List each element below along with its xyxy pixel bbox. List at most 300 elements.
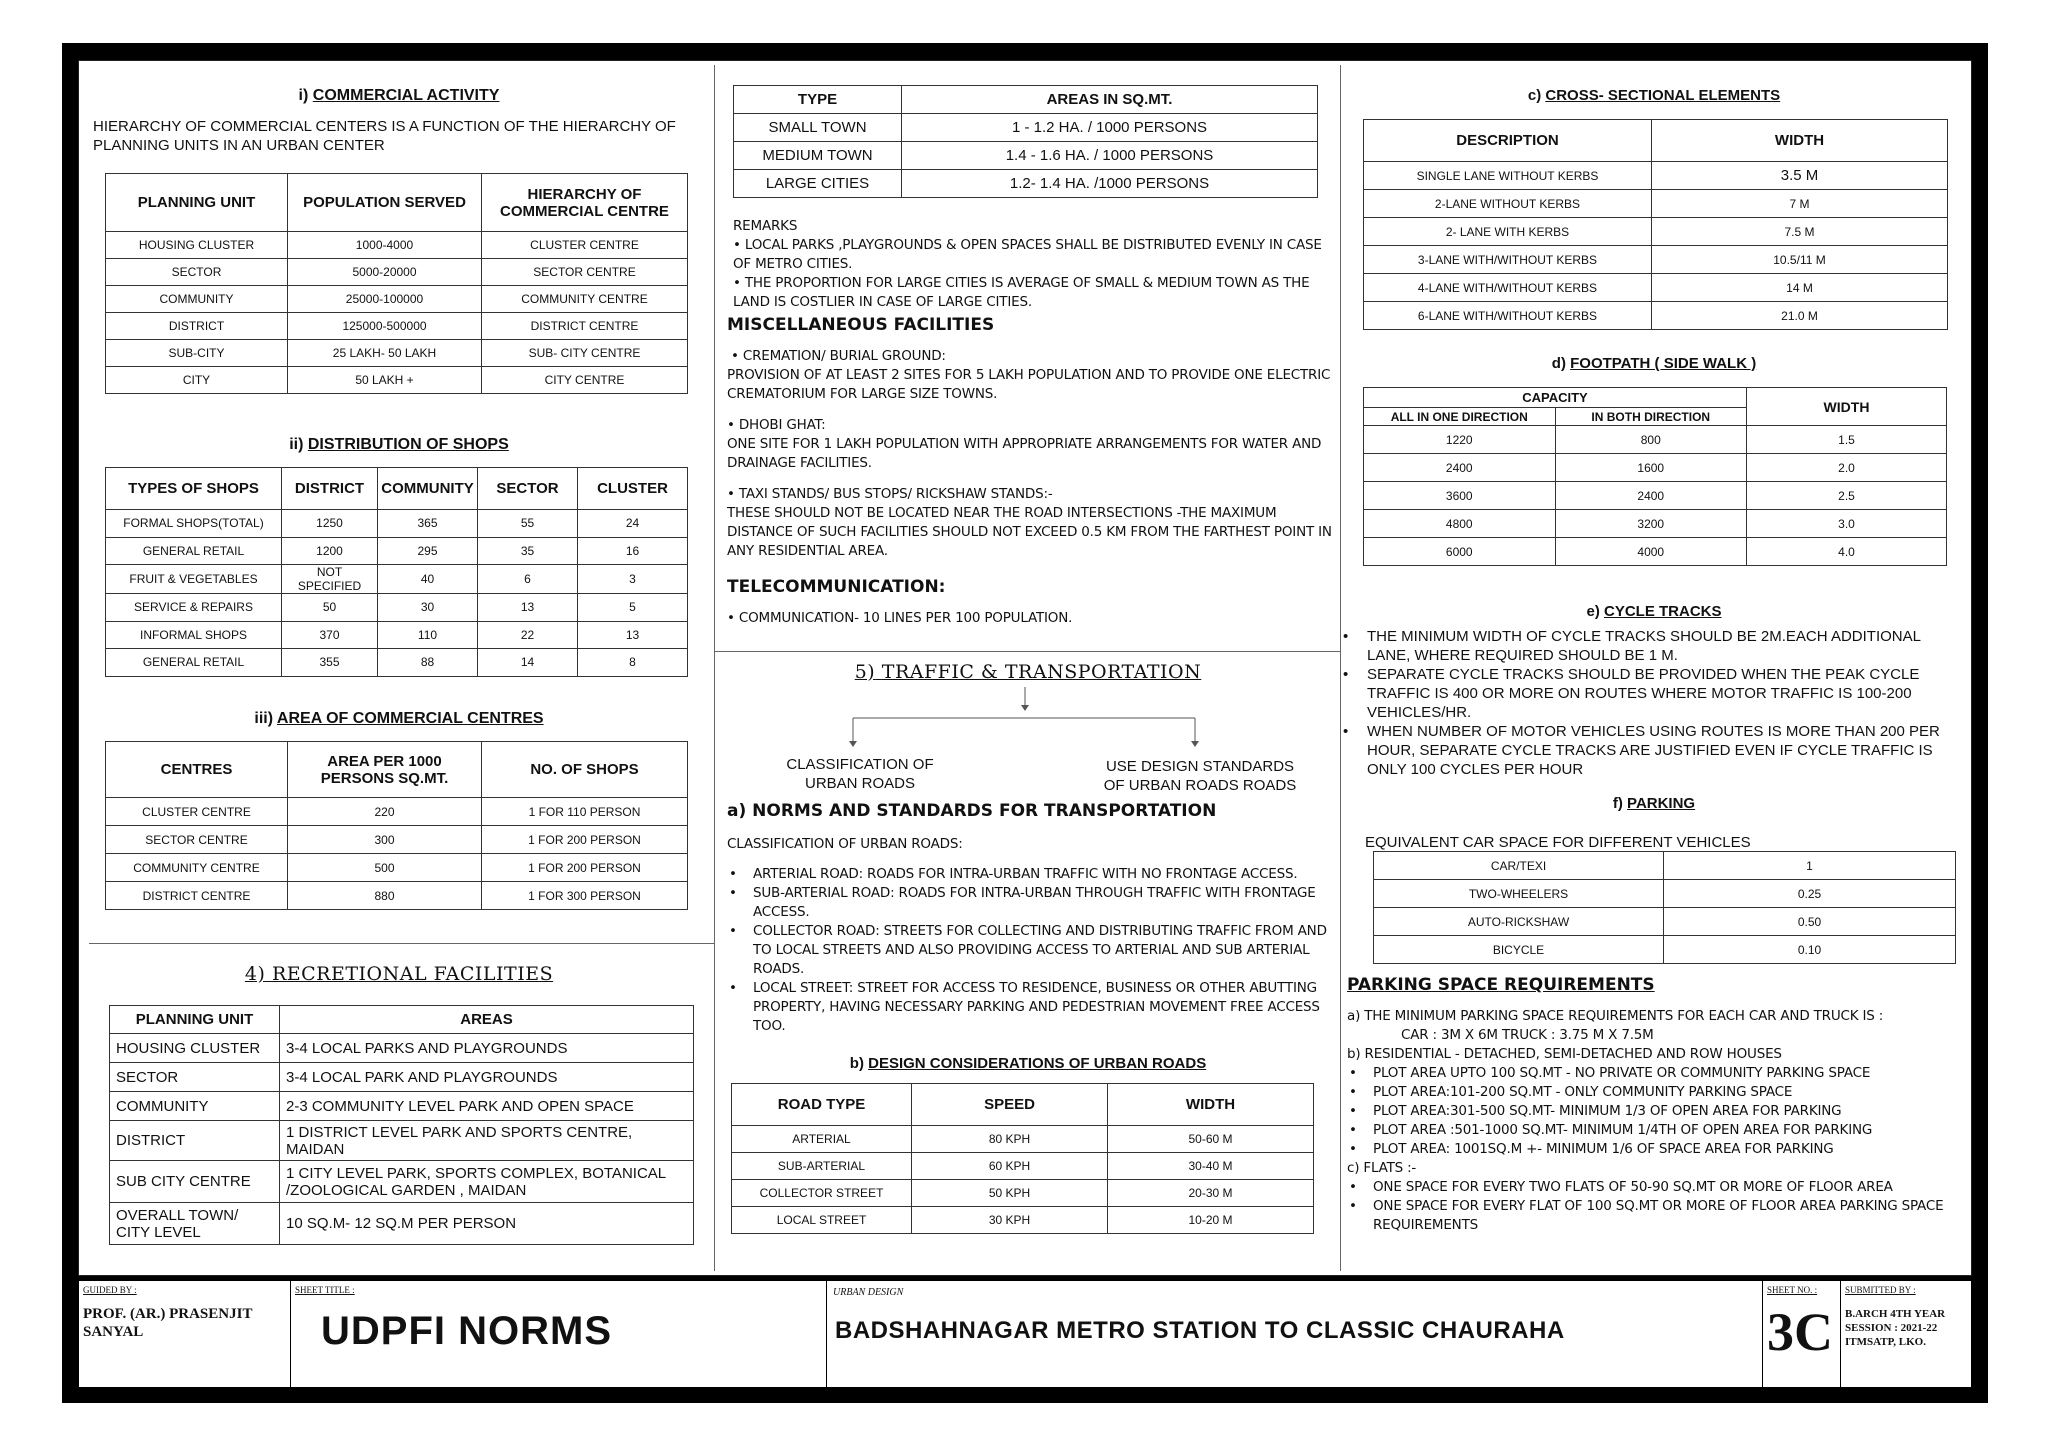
table-cell: 3-LANE WITH/WITHOUT KERBS <box>1364 246 1652 274</box>
req-c-item: • ONE SPACE FOR EVERY TWO FLATS OF 50-90 SQ.MT OR MORE OF FLOOR AREA <box>1347 1178 1963 1197</box>
column-header: TYPES OF SHOPS <box>106 468 282 510</box>
table-cell: HOUSING CLUSTER <box>106 232 288 259</box>
table-cell: 1 FOR 110 PERSON <box>482 798 688 826</box>
arrow-down-icon <box>1191 741 1199 747</box>
table-cell: 8 <box>578 649 688 677</box>
table-row <box>734 142 1318 170</box>
table-cell: 13 <box>578 621 688 649</box>
road-class-item: • SUB-ARTERIAL ROAD: ROADS FOR INTRA-URBAN THROUGH TRAFFIC WITH FRONTAGE ACCESS. <box>727 884 1327 922</box>
req-b-item: • PLOT AREA UPTO 100 SQ.MT - NO PRIVATE OR COMMUNITY PARKING SPACE <box>1347 1064 1963 1083</box>
table-cell: 1.4 - 1.6 HA. / 1000 PERSONS <box>902 142 1318 170</box>
heading-text: PARKING <box>1627 795 1696 812</box>
table-cell: BICYCLE <box>1374 936 1664 964</box>
heading-number: b) <box>849 1055 864 1072</box>
telecom-text: • COMMUNICATION- 10 LINES PER 100 POPULATION. <box>727 610 1073 626</box>
misc-item-body: PROVISION OF AT LEAST 2 SITES FOR 5 LAKH POPULATION AND TO PROVIDE ONE ELECTRIC CREMATORIUM FOR LARGE SIZE TOWNS. <box>727 367 1331 402</box>
table-row <box>1374 936 1956 964</box>
column-header: AREAS <box>280 1006 694 1034</box>
req-a-detail: CAR : 3M X 6M TRUCK : 3.75 M X 7.5M <box>1401 1027 1654 1043</box>
heading-text: COMMERCIAL ACTIVITY <box>312 87 500 104</box>
submitted-cell <box>1841 1281 1971 1387</box>
column-header: SPEED <box>912 1084 1108 1126</box>
recreational-heading <box>83 963 715 985</box>
table-cell: 2400 <box>1555 482 1747 510</box>
table-cell: 50 KPH <box>912 1180 1108 1207</box>
heading-number: 5) <box>854 661 876 683</box>
heading-text: DISTRIBUTION OF SHOPS <box>307 436 509 453</box>
table-cell: 1.2- 1.4 HA. /1000 PERSONS <box>902 170 1318 198</box>
column-header: AREA PER 1000 PERSONS SQ.MT. <box>288 742 482 798</box>
column-header: WIDTH <box>1108 1084 1314 1126</box>
subheader-both-direction: IN BOTH DIRECTION <box>1555 408 1747 426</box>
arrow-down-icon <box>849 741 857 747</box>
table-row <box>106 340 688 367</box>
heading-number: f) <box>1612 795 1623 812</box>
table-row <box>106 286 688 313</box>
table-row <box>110 1063 694 1092</box>
req-c: c) FLATS :- <box>1347 1160 1417 1176</box>
req-b-item: • PLOT AREA: 1001SQ.M +- MINIMUM 1/6 OF SPACE AREA FOR PARKING <box>1347 1140 1963 1159</box>
table-cell: 50-60 M <box>1108 1126 1314 1153</box>
table-cell: 88 <box>378 649 478 677</box>
cross-heading <box>1341 87 1967 104</box>
table-cell: FRUIT & VEGETABLES <box>106 565 282 594</box>
table-cell: 7 M <box>1652 190 1948 218</box>
table-cell: 355 <box>282 649 378 677</box>
branch-left-label: CLASSIFICATION OF URBAN ROADS <box>786 756 934 792</box>
table-row <box>732 1207 1314 1234</box>
table-cell: 2- LANE WITH KERBS <box>1364 218 1652 246</box>
drawing-area <box>78 60 1972 1276</box>
misc-item-title: • DHOBI GHAT: <box>727 417 826 433</box>
table-cell: 0.10 <box>1664 936 1956 964</box>
cycle-list <box>1341 627 1963 779</box>
sheet-title: UDPFI NORMS <box>321 1309 612 1353</box>
column-header: COMMUNITY <box>378 468 478 510</box>
table-cell: 1 CITY LEVEL PARK, SPORTS COMPLEX, BOTANICAL /ZOOLOGICAL GARDEN , MAIDAN <box>280 1161 694 1203</box>
heading-text: DESIGN CONSIDERATIONS OF URBAN ROADS <box>868 1055 1207 1072</box>
remarks-block <box>733 217 1333 312</box>
equiv-label: EQUIVALENT CAR SPACE FOR DIFFERENT VEHICLES <box>1365 834 1751 851</box>
table-cell: 20-30 M <box>1108 1180 1314 1207</box>
table-row <box>1364 302 1948 330</box>
heading-number: i) <box>298 87 309 104</box>
table-cell: 1 FOR 200 PERSON <box>482 854 688 882</box>
table-cell: HOUSING CLUSTER <box>110 1034 280 1063</box>
table-cell: SUB-ARTERIAL <box>732 1153 912 1180</box>
table-row <box>106 798 688 826</box>
table-cell: FORMAL SHOPS(TOTAL) <box>106 510 282 538</box>
table-cell: DISTRICT <box>110 1121 280 1161</box>
table-row <box>1364 218 1948 246</box>
table-row <box>734 114 1318 142</box>
misc-item-title: • TAXI STANDS/ BUS STOPS/ RICKSHAW STANDS:- <box>727 486 1053 502</box>
table-cell: 6 <box>478 565 578 594</box>
commercial-heading <box>83 87 715 105</box>
sheet-title-cell <box>291 1281 827 1387</box>
column-header: PLANNING UNIT <box>106 174 288 232</box>
table-row <box>106 537 688 565</box>
table-row <box>106 621 688 649</box>
req-b: b) RESIDENTIAL - DETACHED, SEMI-DETACHED AND ROW HOUSES <box>1347 1046 1782 1062</box>
project-cell <box>827 1281 1763 1387</box>
traffic-heading <box>715 661 1341 683</box>
traffic-branch-diagram <box>715 685 1341 755</box>
table-row <box>106 313 688 340</box>
table-header-row <box>732 1084 1314 1126</box>
table-cell: 300 <box>288 826 482 854</box>
table-row <box>110 1092 694 1121</box>
table-row <box>106 882 688 910</box>
table-header-row <box>1364 120 1948 162</box>
column-header: NO. OF SHOPS <box>482 742 688 798</box>
column-header: HIERARCHY OF COMMERCIAL CENTRE <box>482 174 688 232</box>
remarks-label: REMARKS <box>733 218 798 234</box>
table-row <box>1364 190 1948 218</box>
table-cell: 80 KPH <box>912 1126 1108 1153</box>
table-row <box>106 259 688 286</box>
column-header: PLANNING UNIT <box>110 1006 280 1034</box>
table-cell: COLLECTOR STREET <box>732 1180 912 1207</box>
table-cell: 2-LANE WITHOUT KERBS <box>1364 190 1652 218</box>
table-cell: COMMUNITY <box>110 1092 280 1121</box>
table-cell: 1.5 <box>1747 426 1947 454</box>
misc-heading: MISCELLANEOUS FACILITIES <box>727 315 995 335</box>
table-cell: 3200 <box>1555 510 1747 538</box>
remark-item: • LOCAL PARKS ,PLAYGROUNDS & OPEN SPACES SHALL BE DISTRIBUTED EVENLY IN CASE OF METRO CITIES. <box>733 237 1322 272</box>
table-cell: 4-LANE WITH/WITHOUT KERBS <box>1364 274 1652 302</box>
column-header: ROAD TYPE <box>732 1084 912 1126</box>
sheet-no-label: SHEET NO. : <box>1767 1285 1818 1295</box>
table-cell: SECTOR CENTRE <box>482 259 688 286</box>
table-cell: CLUSTER CENTRE <box>482 232 688 259</box>
table-cell: 1200 <box>282 537 378 565</box>
table-cell: 1 FOR 300 PERSON <box>482 882 688 910</box>
table-cell: 50 LAKH + <box>288 367 482 394</box>
table-row <box>106 854 688 882</box>
table-cell: 1 - 1.2 HA. / 1000 PERSONS <box>902 114 1318 142</box>
table-cell: AUTO-RICKSHAW <box>1374 908 1664 936</box>
heading-number: ii) <box>289 436 304 453</box>
table-cell: 880 <box>288 882 482 910</box>
column-header: TYPE <box>734 86 902 114</box>
table-cell: 110 <box>378 621 478 649</box>
table-cell: 50 <box>282 594 378 622</box>
cycle-item: • WHEN NUMBER OF MOTOR VEHICLES USING ROUTES IS MORE THAN 200 PER HOUR, SEPARATE CYCLE TRACKS ARE JUSTIFIED EVEN IF CYCLE TRAFFIC IS ONLY 100 CYCLES PER HOUR <box>1341 722 1963 779</box>
capacity-header: CAPACITY <box>1364 388 1747 408</box>
heading-number: e) <box>1586 603 1600 620</box>
heading-number: c) <box>1527 87 1542 104</box>
cycle-heading <box>1341 603 1967 620</box>
table-cell: 1000-4000 <box>288 232 482 259</box>
table-cell: 1220 <box>1364 426 1556 454</box>
road-class-item: • COLLECTOR ROAD: STREETS FOR COLLECTING AND DISTRIBUTING TRAFFIC FROM AND TO LOCAL STREETS AND ALSO PROVIDING ACCESS TO ARTERIAL AND SUB ARTERIAL ROADS. <box>727 922 1327 979</box>
req-b-item: • PLOT AREA:301-500 SQ.MT- MINIMUM 1/3 OF OPEN AREA FOR PARKING <box>1347 1102 1963 1121</box>
table-cell: 30-40 M <box>1108 1153 1314 1180</box>
cycle-item: • THE MINIMUM WIDTH OF CYCLE TRACKS SHOULD BE 2M.EACH ADDITIONAL LANE, WHERE REQUIRED SHOULD BE 1 M. <box>1341 627 1963 665</box>
table-row <box>1374 880 1956 908</box>
req-b-item: • PLOT AREA:101-200 SQ.MT - ONLY COMMUNITY PARKING SPACE <box>1347 1083 1963 1102</box>
table-header-row <box>734 86 1318 114</box>
table-cell: 3.0 <box>1747 510 1947 538</box>
project-title: BADSHAHNAGAR METRO STATION TO CLASSIC CHAURAHA <box>835 1317 1565 1344</box>
column-header: CENTRES <box>106 742 288 798</box>
table-cell: 6000 <box>1364 538 1556 566</box>
shops-heading <box>83 436 715 454</box>
table-row <box>106 594 688 622</box>
table-cell: 4000 <box>1555 538 1747 566</box>
road-classes-list <box>727 865 1327 1036</box>
column-header: SECTOR <box>478 468 578 510</box>
table-row <box>732 1180 1314 1207</box>
table-header-row <box>106 468 688 510</box>
area-centres-heading <box>83 710 715 728</box>
sheet-number: 3C <box>1767 1302 1833 1362</box>
submitted-line: SESSION : 2021-22 <box>1845 1322 1938 1334</box>
sheet-title-label: SHEET TITLE : <box>295 1285 355 1295</box>
req-a: a) THE MINIMUM PARKING SPACE REQUIREMENTS FOR EACH CAR AND TRUCK IS : <box>1347 1008 1884 1024</box>
table-cell: LOCAL STREET <box>732 1207 912 1234</box>
table-cell: SINGLE LANE WITHOUT KERBS <box>1364 162 1652 190</box>
design-table <box>731 1083 1314 1234</box>
norms-heading: a) NORMS AND STANDARDS FOR TRANSPORTATION <box>727 801 1217 821</box>
req-c-item: • ONE SPACE FOR EVERY FLAT OF 100 SQ.MT OR MORE OF FLOOR AREA PARKING SPACE REQUIREMENTS <box>1347 1197 1963 1235</box>
submitted-label: SUBMITTED BY : <box>1845 1285 1916 1295</box>
table-cell: LARGE CITIES <box>734 170 902 198</box>
table-cell: ARTERIAL <box>732 1126 912 1153</box>
section-divider <box>715 651 1341 652</box>
table-cell: CITY CENTRE <box>482 367 688 394</box>
column-header: DESCRIPTION <box>1364 120 1652 162</box>
table-cell: 0.25 <box>1664 880 1956 908</box>
table-cell: INFORMAL SHOPS <box>106 621 282 649</box>
table-cell: 1600 <box>1555 454 1747 482</box>
table-cell: 16 <box>578 537 688 565</box>
table-cell: TWO-WHEELERS <box>1374 880 1664 908</box>
heading-text: CROSS- SECTIONAL ELEMENTS <box>1545 87 1781 104</box>
table-row <box>1364 426 1947 454</box>
table-cell: 370 <box>282 621 378 649</box>
table-row <box>1364 538 1947 566</box>
table-cell: 6-LANE WITH/WITHOUT KERBS <box>1364 302 1652 330</box>
misc-items <box>727 347 1333 561</box>
table-cell: DISTRICT <box>106 313 288 340</box>
table-row <box>732 1153 1314 1180</box>
table-cell: 35 <box>478 537 578 565</box>
table-cell: CAR/TEXI <box>1374 852 1664 880</box>
footpath-heading <box>1341 355 1967 372</box>
heading-number: iii) <box>254 710 274 727</box>
table-cell: SECTOR CENTRE <box>106 826 288 854</box>
table-cell: GENERAL RETAIL <box>106 649 282 677</box>
table-cell: MEDIUM TOWN <box>734 142 902 170</box>
table-row <box>1374 852 1956 880</box>
heading-text: CYCLE TRACKS <box>1604 603 1722 620</box>
column-header: POPULATION SERVED <box>288 174 482 232</box>
table-cell: 2-3 COMMUNITY LEVEL PARK AND OPEN SPACE <box>280 1092 694 1121</box>
table-row <box>110 1034 694 1063</box>
table-cell: 800 <box>1555 426 1747 454</box>
table-cell: 14 <box>478 649 578 677</box>
table-cell: SUB-CITY <box>106 340 288 367</box>
cycle-item: • SEPARATE CYCLE TRACKS SHOULD BE PROVIDED WHEN THE PEAK CYCLE TRAFFIC IS 400 OR MORE ON ROUTES WHERE MOTOR TRAFFIC IS 100-200 VEHICLES/HR. <box>1341 665 1963 722</box>
commercial-intro: HIERARCHY OF COMMERCIAL CENTERS IS A FUNCTION OF THE HIERARCHY OF PLANNING UNITS IN AN URBAN CENTER <box>93 118 676 154</box>
table-row <box>1364 162 1948 190</box>
subject-label: URBAN DESIGN <box>833 1287 904 1298</box>
table-cell: SERVICE & REPAIRS <box>106 594 282 622</box>
table-cell: 5 <box>578 594 688 622</box>
submitted-line: B.ARCH 4TH YEAR <box>1845 1308 1946 1320</box>
parking-req-heading: PARKING SPACE REQUIREMENTS <box>1347 975 1655 995</box>
table-row <box>1374 908 1956 936</box>
classification-label: CLASSIFICATION OF URBAN ROADS: <box>727 836 963 852</box>
title-block <box>78 1280 1972 1388</box>
area-centres-table <box>105 741 688 910</box>
submitted-details <box>1845 1307 1945 1349</box>
guided-by-label: GUIDED BY : <box>83 1285 137 1295</box>
remark-item: • THE PROPORTION FOR LARGE CITIES IS AVERAGE OF SMALL & MEDIUM TOWN AS THE LAND IS COSTLIER IN CASE OF LARGE CITIES. <box>733 275 1310 310</box>
table-cell: 55 <box>478 510 578 538</box>
table-row <box>110 1161 694 1203</box>
table-cell: DISTRICT CENTRE <box>106 882 288 910</box>
table-cell: SECTOR <box>106 259 288 286</box>
table-cell: SUB CITY CENTRE <box>110 1161 280 1203</box>
design-heading <box>715 1055 1341 1072</box>
branch-right-label: USE DESIGN STANDARDS OF URBAN ROADS ROADS <box>1103 758 1297 794</box>
table-cell: SECTOR <box>110 1063 280 1092</box>
req-c-list <box>1347 1178 1963 1235</box>
heading-number: 4) <box>244 963 266 985</box>
table-cell: 22 <box>478 621 578 649</box>
table-row <box>1364 454 1947 482</box>
guide-name: PROF. (AR.) PRASENJIT SANYAL <box>83 1306 253 1340</box>
table-cell: 1 <box>1664 852 1956 880</box>
table-header-row <box>106 174 688 232</box>
table-cell: 24 <box>578 510 688 538</box>
table-header-row <box>106 742 688 798</box>
table-cell: 2400 <box>1364 454 1556 482</box>
table-cell: SMALL TOWN <box>734 114 902 142</box>
table-cell: 10 SQ.M- 12 SQ.M PER PERSON <box>280 1203 694 1245</box>
table-row <box>106 565 688 594</box>
table-cell: 5000-20000 <box>288 259 482 286</box>
table-row <box>734 170 1318 198</box>
req-b-item: • PLOT AREA :501-1000 SQ.MT- MINIMUM 1/4TH OF OPEN AREA FOR PARKING <box>1347 1121 1963 1140</box>
table-row <box>106 232 688 259</box>
column-left <box>83 65 715 1271</box>
table-cell: 25 LAKH- 50 LAKH <box>288 340 482 367</box>
table-cell: 2.0 <box>1747 454 1947 482</box>
column-header: AREAS IN SQ.MT. <box>902 86 1318 114</box>
table-cell: 3.5 M <box>1652 162 1948 190</box>
misc-item-title: • CREMATION/ BURIAL GROUND: <box>731 348 946 364</box>
table-cell: NOT SPECIFIED <box>282 565 378 594</box>
table-cell: 125000-500000 <box>288 313 482 340</box>
table-cell: 1250 <box>282 510 378 538</box>
submitted-line: ITMSATP, LKO. <box>1845 1336 1926 1348</box>
table-cell: 1 FOR 200 PERSON <box>482 826 688 854</box>
table-row <box>106 826 688 854</box>
table-cell: CITY <box>106 367 288 394</box>
table-row <box>106 649 688 677</box>
table-cell: 3600 <box>1364 482 1556 510</box>
table-cell: 3-4 LOCAL PARKS AND PLAYGROUNDS <box>280 1034 694 1063</box>
table-row <box>1364 274 1948 302</box>
table-cell: 60 KPH <box>912 1153 1108 1180</box>
table-cell: OVERALL TOWN/ CITY LEVEL <box>110 1203 280 1245</box>
table-cell: GENERAL RETAIL <box>106 537 282 565</box>
table-cell: CLUSTER CENTRE <box>106 798 288 826</box>
road-class-item: • ARTERIAL ROAD: ROADS FOR INTRA-URBAN TRAFFIC WITH NO FRONTAGE ACCESS. <box>727 865 1327 884</box>
recreational-table <box>109 1005 694 1245</box>
misc-item-body: THESE SHOULD NOT BE LOCATED NEAR THE ROAD INTERSECTIONS -THE MAXIMUM DISTANCE OF SUCH FACILITIES SHOULD NOT EXCEED 0.5 KM FROM THE FARTHEST POINT IN ANY RESIDENTIAL AREA. <box>727 505 1332 559</box>
table-cell: 3 <box>578 565 688 594</box>
heading-text: TRAFFIC & TRANSPORTATION <box>881 661 1202 683</box>
table-cell: 1 DISTRICT LEVEL PARK AND SPORTS CENTRE, MAIDAN <box>280 1121 694 1161</box>
table-cell: 220 <box>288 798 482 826</box>
table-cell: 10.5/11 M <box>1652 246 1948 274</box>
table-cell: 3-4 LOCAL PARK AND PLAYGROUNDS <box>280 1063 694 1092</box>
open-space-table <box>733 85 1318 198</box>
parking-req-block <box>1347 1007 1963 1235</box>
width-header: WIDTH <box>1747 388 1947 426</box>
cross-table <box>1363 119 1948 330</box>
table-cell: 4.0 <box>1747 538 1947 566</box>
table-row <box>106 510 688 538</box>
table-cell: 14 M <box>1652 274 1948 302</box>
parking-equiv-table <box>1373 851 1956 964</box>
table-cell: 40 <box>378 565 478 594</box>
table-cell: 10-20 M <box>1108 1207 1314 1234</box>
misc-item-body: ONE SITE FOR 1 LAKH POPULATION WITH APPROPRIATE ARRANGEMENTS FOR WATER AND DRAINAGE FACILITIES. <box>727 436 1322 471</box>
table-row <box>110 1121 694 1161</box>
table-row <box>1364 246 1948 274</box>
heading-text: AREA OF COMMERCIAL CENTRES <box>276 710 544 727</box>
column-header: WIDTH <box>1652 120 1948 162</box>
table-cell: 295 <box>378 537 478 565</box>
table-cell: 500 <box>288 854 482 882</box>
column-middle <box>715 65 1341 1271</box>
table-row <box>106 367 688 394</box>
telecom-heading: TELECOMMUNICATION: <box>727 577 946 597</box>
table-cell: 13 <box>478 594 578 622</box>
heading-text: FOOTPATH ( SIDE WALK ) <box>1570 355 1757 372</box>
commercial-table <box>105 173 688 394</box>
parking-heading <box>1341 795 1967 812</box>
column-header: CLUSTER <box>578 468 688 510</box>
heading-text: RECRETIONAL FACILITIES <box>271 963 554 985</box>
table-row <box>110 1203 694 1245</box>
table-cell: 25000-100000 <box>288 286 482 313</box>
table-cell: COMMUNITY CENTRE <box>482 286 688 313</box>
shops-table <box>105 467 688 677</box>
table-cell: 7.5 M <box>1652 218 1948 246</box>
table-row <box>1364 510 1947 538</box>
table-cell: 30 <box>378 594 478 622</box>
column-right <box>1341 65 1967 1271</box>
table-cell: 2.5 <box>1747 482 1947 510</box>
table-cell: 21.0 M <box>1652 302 1948 330</box>
road-class-item: • LOCAL STREET: STREET FOR ACCESS TO RESIDENCE, BUSINESS OR OTHER ABUTTING PROPERTY, HAVING NECESSARY PARKING AND PEDESTRIAN MOVEMENT FREE ACCESS TOO. <box>727 979 1327 1036</box>
table-cell: COMMUNITY CENTRE <box>106 854 288 882</box>
section-divider <box>89 943 715 944</box>
table-cell: 0.50 <box>1664 908 1956 936</box>
table-row <box>732 1126 1314 1153</box>
table-cell: SUB- CITY CENTRE <box>482 340 688 367</box>
footpath-table <box>1363 387 1947 566</box>
table-cell: DISTRICT CENTRE <box>482 313 688 340</box>
table-cell: COMMUNITY <box>106 286 288 313</box>
